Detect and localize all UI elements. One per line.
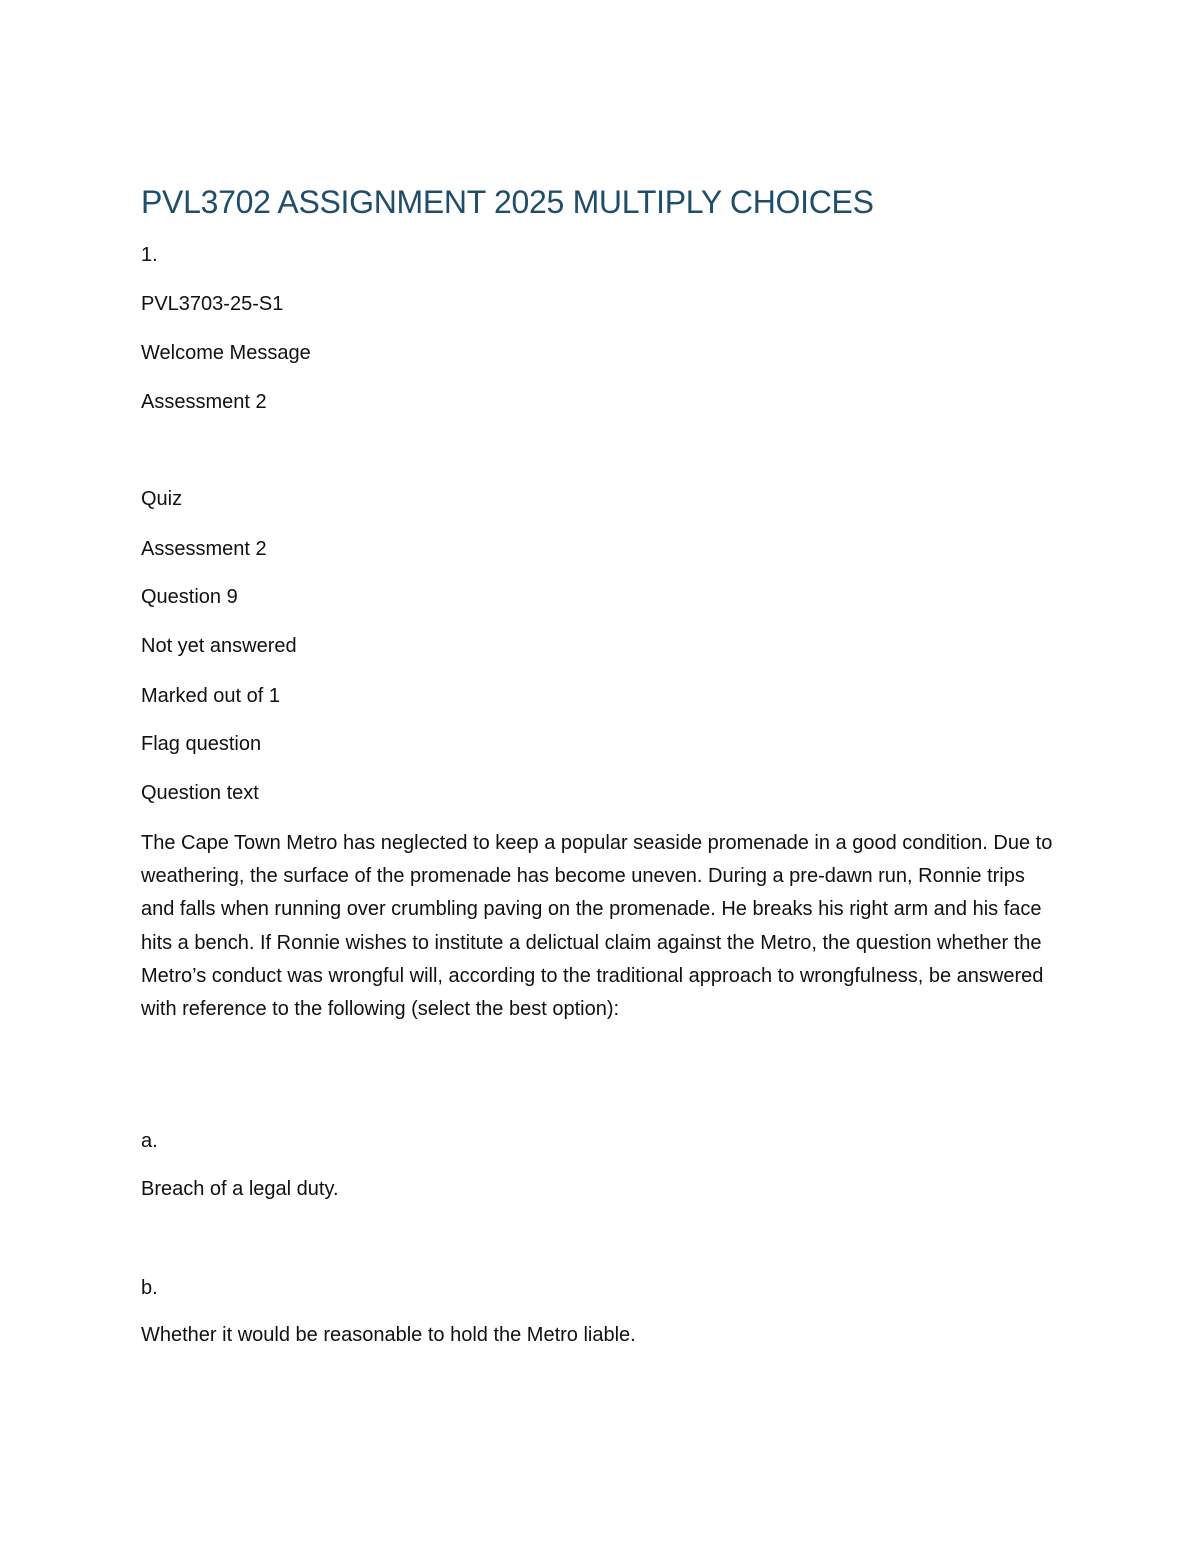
option-a-letter: a. (141, 1130, 158, 1152)
item-number: 1. (141, 244, 158, 266)
question-text-label: Question text (141, 782, 259, 804)
quiz-label: Quiz (141, 488, 183, 510)
course-code: PVL3703-25-S1 (141, 293, 284, 315)
question-number: Question 9 (141, 586, 238, 608)
document-heading: PVL3702 ASSIGNMENT 2025 MULTIPLY CHOICES (141, 184, 874, 220)
answer-status: Not yet answered (141, 635, 297, 657)
marks-info: Marked out of 1 (141, 685, 280, 707)
option-a-text: Breach of a legal duty. (141, 1178, 339, 1200)
option-b-letter: b. (141, 1277, 158, 1299)
assessment-label-second: Assessment 2 (141, 538, 267, 560)
flag-question: Flag question (141, 733, 262, 755)
welcome-message: Welcome Message (141, 342, 311, 364)
option-b-text: Whether it would be reasonable to hold the Metro liable. (141, 1324, 636, 1346)
assessment-label: Assessment 2 (141, 391, 267, 413)
question-body: The Cape Town Metro has neglected to keep a popular seaside promenade in a good condition. Due to weathering, the surface of the promenade has become uneven. During a pre-dawn run, Ronnie trips and falls when running over crumbling paving on the promenade. He breaks his right arm and his face hits a bench. If Ronnie wishes to institute a delictual claim against the Metro, the question whether the Metro’s conduct was wrongful will, according to the traditional approach to wrongfulness, be answered with reference to the following (select the best option): (141, 832, 1053, 1021)
